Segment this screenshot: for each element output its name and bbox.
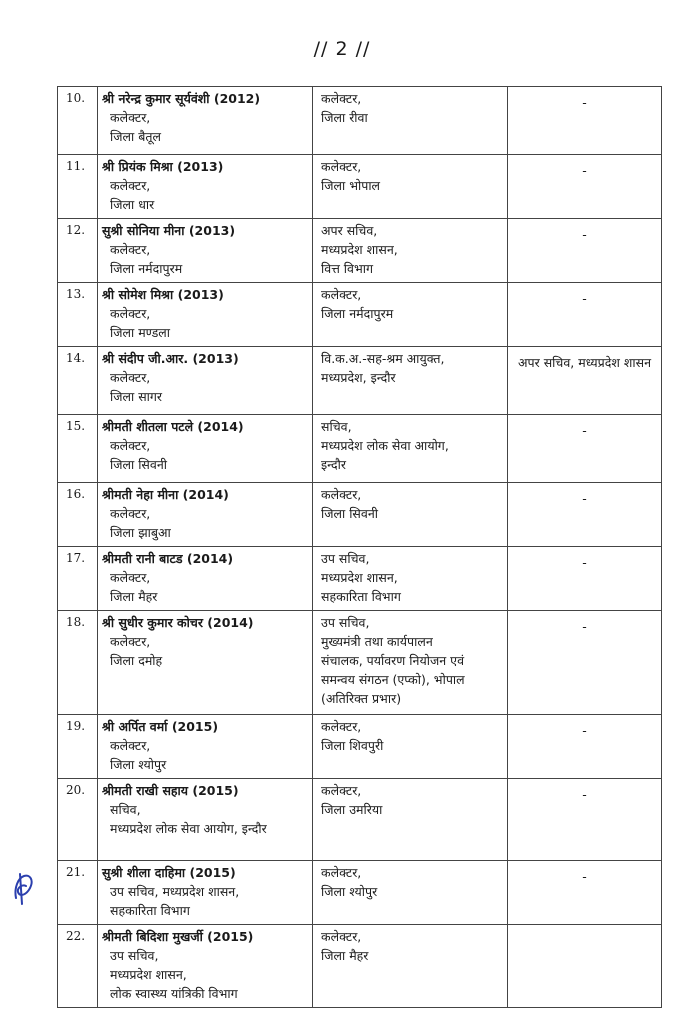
- current-post-line: जिला सागर: [110, 389, 163, 404]
- current-post-line: कलेक्टर,: [110, 110, 151, 125]
- additional-charge: -: [582, 163, 587, 178]
- current-post-line: उप सचिव,: [110, 948, 159, 963]
- current-post: [102, 632, 308, 670]
- officer-cell: [98, 415, 313, 483]
- new-post-line: जिला सिवनी: [321, 506, 379, 521]
- new-post-line: जिला शिवपुरी: [321, 738, 384, 753]
- officer-cell: [98, 611, 313, 715]
- officer-name: श्री अर्पित वर्मा (2015): [102, 719, 219, 734]
- current-post-line: जिला नर्मदापुरम: [110, 261, 183, 276]
- new-post-line: मध्यप्रदेश लोक सेवा आयोग,: [321, 438, 449, 453]
- officer-cell: [98, 925, 313, 1008]
- new-post-line: इन्दौर: [321, 457, 346, 472]
- new-post-line: जिला रीवा: [321, 110, 368, 125]
- current-post-line: सहकारिता विभाग: [110, 903, 190, 918]
- current-post-line: कलेक्टर,: [110, 178, 151, 193]
- current-post-line: जिला धार: [110, 197, 155, 212]
- posting-table: [57, 86, 662, 1008]
- new-post-line: वि.क.अ.-सह-श्रम आयुक्त,: [321, 351, 445, 366]
- officer-cell: [98, 219, 313, 283]
- additional-charge-cell: [508, 87, 662, 155]
- new-post-cell: [313, 87, 508, 155]
- current-post-line: कलेक्टर,: [110, 506, 151, 521]
- new-post-line: जिला नर्मदापुरम: [321, 306, 394, 321]
- new-post-line: मुख्यमंत्री तथा कार्यपालन: [321, 634, 433, 649]
- new-post-cell: [313, 155, 508, 219]
- new-post-cell: [313, 779, 508, 861]
- new-post-cell: [313, 925, 508, 1008]
- current-post: [102, 436, 308, 474]
- new-post-line: (अतिरिक्त प्रभार): [321, 691, 402, 706]
- new-post-cell: [313, 219, 508, 283]
- table-row: [58, 715, 662, 779]
- new-post-line: कलेक्टर,: [321, 159, 362, 174]
- officer-name: श्रीमती नेहा मीना (2014): [102, 487, 229, 502]
- serial-number-cell: 18.: [58, 611, 98, 715]
- new-post-line: कलेक्टर,: [321, 783, 362, 798]
- officer-cell: [98, 483, 313, 547]
- new-post-line: मध्यप्रदेश, इन्दौर: [321, 370, 396, 385]
- additional-charge: -: [582, 787, 587, 802]
- new-post-line: कलेक्टर,: [321, 91, 362, 106]
- current-post: [102, 368, 308, 406]
- additional-charge-cell: [508, 925, 662, 1008]
- officer-cell: [98, 547, 313, 611]
- current-post-line: मध्यप्रदेश लोक सेवा आयोग, इन्दौर: [110, 821, 267, 836]
- serial-number-cell: 22.: [58, 925, 98, 1008]
- additional-charge-cell: [508, 347, 662, 415]
- current-post-line: उप सचिव, मध्यप्रदेश शासन,: [110, 884, 240, 899]
- additional-charge: -: [582, 723, 587, 738]
- table-row: [58, 283, 662, 347]
- new-post-line: कलेक्टर,: [321, 719, 362, 734]
- table-row: [58, 861, 662, 925]
- current-post-line: लोक स्वास्थ्य यांत्रिकी विभाग: [110, 986, 238, 1001]
- table-row: [58, 925, 662, 1008]
- new-post-line: उप सचिव,: [321, 551, 370, 566]
- current-post-line: कलेक्टर,: [110, 242, 151, 257]
- new-post-cell: [313, 611, 508, 715]
- new-post-line: मध्यप्रदेश शासन,: [321, 242, 398, 257]
- serial-number-cell: 16.: [58, 483, 98, 547]
- current-post-line: जिला दमोह: [110, 653, 163, 668]
- additional-charge-cell: [508, 283, 662, 347]
- current-post-line: कलेक्टर,: [110, 306, 151, 321]
- current-post: [102, 176, 308, 214]
- serial-number-cell: 17.: [58, 547, 98, 611]
- officer-name: श्री सुधीर कुमार कोचर (2014): [102, 615, 254, 630]
- new-post-line: मध्यप्रदेश शासन,: [321, 570, 398, 585]
- current-post-line: जिला झाबुआ: [110, 525, 171, 540]
- additional-charge: -: [582, 423, 587, 438]
- serial-number-cell: 15.: [58, 415, 98, 483]
- serial-number-cell: 19.: [58, 715, 98, 779]
- additional-charge-cell: [508, 155, 662, 219]
- current-post: [102, 240, 308, 278]
- new-post-cell: [313, 483, 508, 547]
- officer-cell: [98, 347, 313, 415]
- new-post-line: संचालक, पर्यावरण नियोजन एवं: [321, 653, 465, 668]
- new-post-cell: [313, 861, 508, 925]
- additional-charge-cell: [508, 715, 662, 779]
- serial-number-cell: 13.: [58, 283, 98, 347]
- new-post-line: कलेक्टर,: [321, 865, 362, 880]
- officer-cell: [98, 779, 313, 861]
- officer-cell: [98, 87, 313, 155]
- officer-name: श्रीमती रानी बाटड (2014): [102, 551, 234, 566]
- table-row: [58, 483, 662, 547]
- officer-cell: [98, 283, 313, 347]
- additional-charge-cell: [508, 219, 662, 283]
- officer-name: श्रीमती शीतला पटले (2014): [102, 419, 244, 434]
- table-row: [58, 611, 662, 715]
- officer-name: सुश्री सोनिया मीना (2013): [102, 223, 236, 238]
- current-post: [102, 946, 308, 1003]
- new-post-line: कलेक्टर,: [321, 287, 362, 302]
- current-post-line: मध्यप्रदेश शासन,: [110, 967, 187, 982]
- table-row: [58, 347, 662, 415]
- signature-mark-icon: [10, 868, 40, 910]
- current-post-line: जिला बैतूल: [110, 129, 161, 144]
- current-post-line: जिला मैहर: [110, 589, 158, 604]
- officer-name: श्री प्रियंक मिश्रा (2013): [102, 159, 224, 174]
- additional-charge-cell: [508, 547, 662, 611]
- current-post: [102, 504, 308, 542]
- additional-charge-cell: [508, 861, 662, 925]
- new-post-line: जिला भोपाल: [321, 178, 381, 193]
- officer-cell: [98, 155, 313, 219]
- serial-number-cell: 21.: [58, 861, 98, 925]
- new-post-cell: [313, 347, 508, 415]
- new-post-line: उप सचिव,: [321, 615, 370, 630]
- additional-charge: अपर सचिव, मध्यप्रदेश शासन: [517, 355, 652, 370]
- current-post: [102, 568, 308, 606]
- serial-number-cell: 14.: [58, 347, 98, 415]
- current-post: [102, 304, 308, 342]
- current-post-line: कलेक्टर,: [110, 570, 151, 585]
- new-post-cell: [313, 715, 508, 779]
- current-post: [102, 736, 308, 774]
- new-post-line: अपर सचिव,: [321, 223, 378, 238]
- current-post-line: कलेक्टर,: [110, 738, 151, 753]
- current-post: [102, 108, 308, 146]
- officer-name: श्री सोमेश मिश्रा (2013): [102, 287, 224, 302]
- new-post-line: सहकारिता विभाग: [321, 589, 401, 604]
- current-post-line: कलेक्टर,: [110, 370, 151, 385]
- new-post-line: सचिव,: [321, 419, 352, 434]
- officer-cell: [98, 861, 313, 925]
- additional-charge-cell: [508, 611, 662, 715]
- officer-name: श्रीमती राखी सहाय (2015): [102, 783, 239, 798]
- officer-name: श्री संदीप जी.आर. (2013): [102, 351, 239, 366]
- serial-number-cell: 11.: [58, 155, 98, 219]
- additional-charge: -: [582, 95, 587, 110]
- current-post: [102, 800, 308, 838]
- table-row: [58, 779, 662, 861]
- additional-charge-cell: [508, 483, 662, 547]
- additional-charge-cell: [508, 415, 662, 483]
- table-row: [58, 547, 662, 611]
- new-post-cell: [313, 283, 508, 347]
- additional-charge: -: [582, 869, 587, 884]
- new-post-cell: [313, 415, 508, 483]
- new-post-line: कलेक्टर,: [321, 929, 362, 944]
- serial-number-cell: 20.: [58, 779, 98, 861]
- additional-charge-cell: [508, 779, 662, 861]
- current-post-line: सचिव,: [110, 802, 141, 817]
- new-post-cell: [313, 547, 508, 611]
- table-row: [58, 219, 662, 283]
- officer-name: सुश्री शीला दाहिमा (2015): [102, 865, 236, 880]
- additional-charge: -: [582, 491, 587, 506]
- officer-cell: [98, 715, 313, 779]
- current-post-line: जिला श्योपुर: [110, 757, 167, 772]
- new-post-line: जिला श्योपुर: [321, 884, 378, 899]
- page-number: // 2 //: [313, 38, 371, 60]
- table-row: [58, 87, 662, 155]
- additional-charge: -: [582, 619, 587, 634]
- current-post-line: कलेक्टर,: [110, 438, 151, 453]
- serial-number-cell: 10.: [58, 87, 98, 155]
- table-body: [58, 87, 662, 1008]
- additional-charge: -: [582, 555, 587, 570]
- new-post-line: वित्त विभाग: [321, 261, 374, 276]
- current-post: [102, 882, 308, 920]
- additional-charge: -: [582, 227, 587, 242]
- table-row: [58, 155, 662, 219]
- current-post-line: जिला सिवनी: [110, 457, 168, 472]
- new-post-line: कलेक्टर,: [321, 487, 362, 502]
- current-post-line: कलेक्टर,: [110, 634, 151, 649]
- serial-number-cell: 12.: [58, 219, 98, 283]
- additional-charge: -: [582, 291, 587, 306]
- table-row: [58, 415, 662, 483]
- new-post-line: समन्वय संगठन (एप्को), भोपाल: [321, 672, 465, 687]
- current-post-line: जिला मण्डला: [110, 325, 171, 340]
- new-post-line: जिला उमरिया: [321, 802, 383, 817]
- officer-name: श्री नरेन्द्र कुमार सूर्यवंशी (2012): [102, 91, 261, 106]
- new-post-line: जिला मैहर: [321, 948, 369, 963]
- officer-name: श्रीमती बिदिशा मुखर्जी (2015): [102, 929, 254, 944]
